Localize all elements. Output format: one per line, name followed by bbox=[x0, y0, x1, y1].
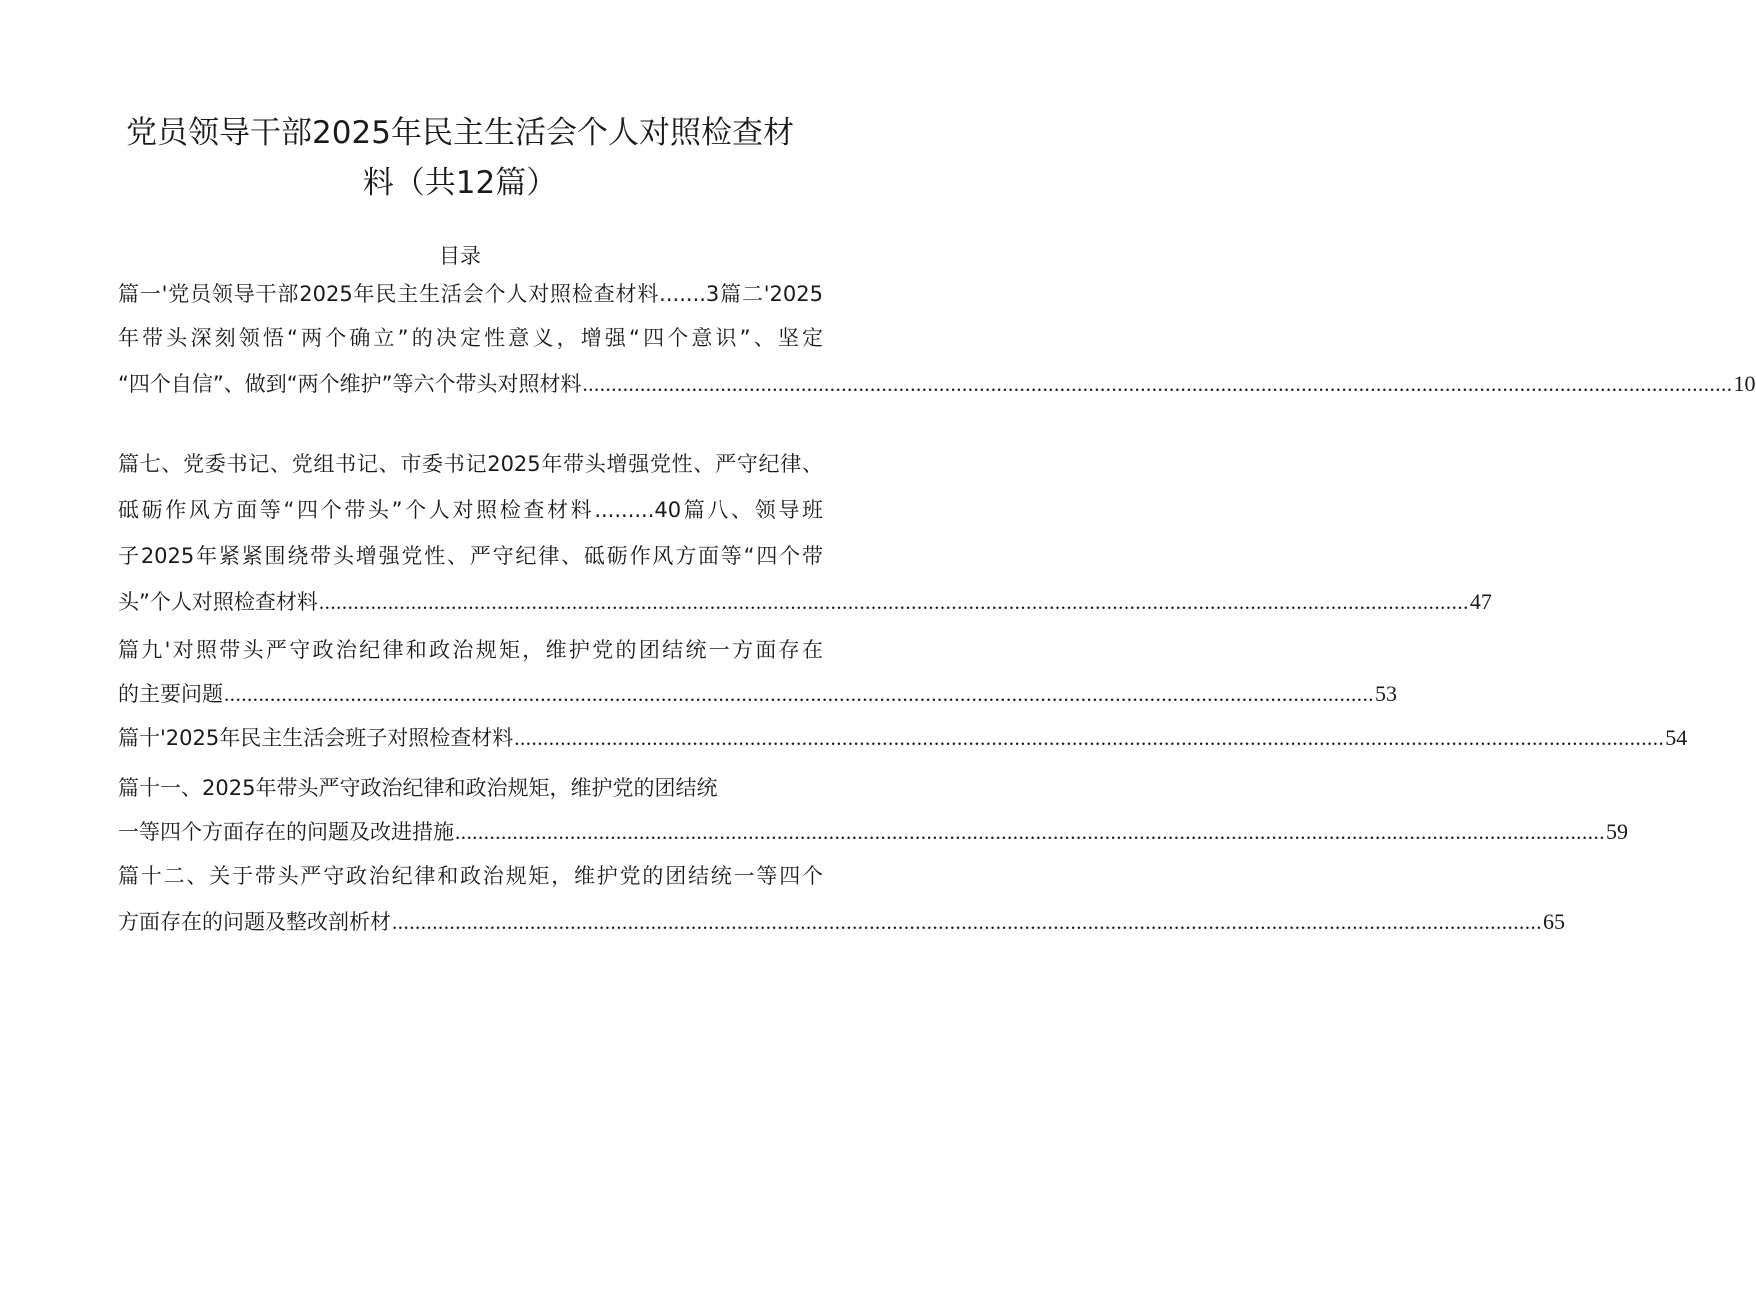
toc-entry-line[interactable]: 篇一'党员领导干部2025年民主生活会个人对照检查材料.......3篇二'2025 bbox=[118, 282, 823, 306]
toc-page-number: 54 bbox=[1665, 725, 1688, 750]
toc-page-number: 53 bbox=[1375, 681, 1397, 706]
toc-entry-line[interactable]: 砥砺作风方面等“四个带头”个人对照检查材料.........40篇八、领导班 bbox=[118, 498, 823, 522]
toc-entry-line[interactable] bbox=[118, 678, 1397, 710]
toc-heading: 目录 bbox=[439, 244, 481, 268]
toc-entry-text: 头”个人对照检查材料 bbox=[118, 590, 318, 614]
toc-entry-text: 一等四个方面存在的问题及改进措施 bbox=[118, 820, 454, 844]
toc-entry-line[interactable]: 篇七、党委书记、党组书记、市委书记2025年带头增强党性、严守纪律、 bbox=[118, 452, 823, 476]
toc-leader-dots: ........................................................................................................................................................................................................ bbox=[455, 820, 1605, 844]
toc-entry-line[interactable] bbox=[118, 816, 1628, 848]
toc-entry-text: 方面存在的问题及整改剖析材 bbox=[118, 910, 391, 934]
document-title-line-1: 党员领导干部2025年民主生活会个人对照检查材 bbox=[126, 115, 794, 151]
toc-page-number: 59 bbox=[1606, 819, 1628, 844]
toc-entry-line[interactable]: 子2025年紧紧围绕带头增强党性、严守纪律、砥砺作风方面等“四个带 bbox=[118, 544, 823, 568]
toc-entry-line[interactable] bbox=[118, 586, 1492, 618]
toc-leader-dots: ........................................................................................................................................................................................................ bbox=[582, 372, 1733, 396]
toc-entry-line[interactable]: 篇十一、2025年带头严守政治纪律和政治规矩，维护党的团结统 bbox=[118, 776, 718, 800]
toc-leader-dots: ........................................................................................................................................................................................................ bbox=[318, 590, 1469, 614]
toc-leader-dots: ........................................................................................................................................................................................................ bbox=[514, 726, 1665, 750]
toc-entry-line[interactable] bbox=[118, 722, 1688, 754]
toc-entry-line[interactable]: 年带头深刻领悟“两个确立”的决定性意义，增强“四个意识”、坚定 bbox=[118, 326, 823, 350]
toc-page-number: 65 bbox=[1543, 909, 1565, 934]
toc-entry-line[interactable]: 篇十二、关于带头严守政治纪律和政治规矩，维护党的团结统一等四个 bbox=[118, 864, 823, 888]
toc-entry-text: 篇十'2025年民主生活会班子对照检查材料 bbox=[118, 726, 514, 750]
toc-entry-text: “四个自信”、做到“两个维护”等六个带头对照材料 bbox=[118, 372, 582, 396]
toc-page-number: 10 bbox=[1733, 371, 1756, 396]
toc-entry-line[interactable]: 篇九'对照带头严守政治纪律和政治规矩，维护党的团结统一方面存在 bbox=[118, 638, 823, 662]
toc-entry-line[interactable] bbox=[118, 906, 1565, 938]
toc-page-number: 47 bbox=[1469, 589, 1492, 614]
document-title-line-2: 料（共12篇） bbox=[362, 165, 558, 201]
toc-entry-line[interactable] bbox=[118, 368, 1756, 400]
toc-leader-dots: ........................................................................................................................................................................................................ bbox=[224, 682, 1374, 706]
toc-entry-text: 的主要问题 bbox=[118, 682, 223, 706]
toc-leader-dots: ........................................................................................................................................................................................................ bbox=[392, 910, 1542, 934]
